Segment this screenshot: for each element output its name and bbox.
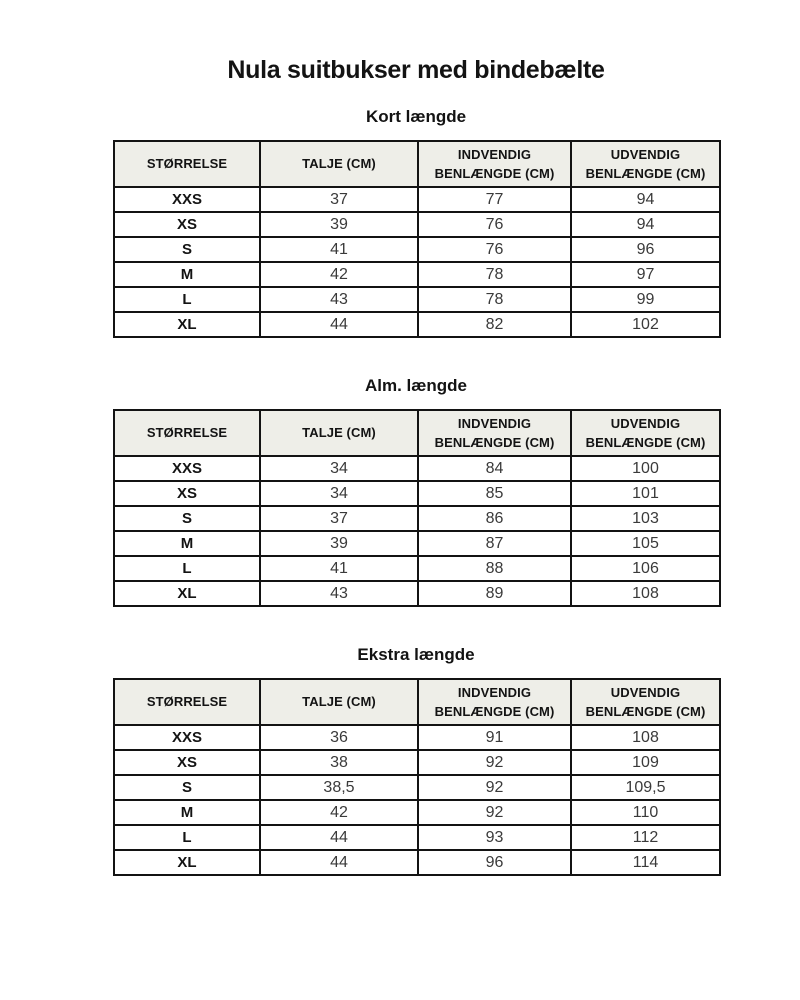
column-header: STØRRELSE [114, 141, 260, 187]
table-row [114, 531, 720, 556]
measurement-value-cell: 103 [571, 506, 720, 531]
measurement-value-cell: 41 [260, 237, 418, 262]
measurement-value-cell: 34 [260, 456, 418, 481]
measurement-value-cell: 102 [571, 312, 720, 337]
measurement-value-cell: 108 [571, 581, 720, 606]
table-heading-kort: Kort længde [365, 107, 467, 126]
size-label-cell: XS [114, 481, 260, 506]
measurement-value-cell: 43 [260, 581, 418, 606]
measurement-value-cell: 44 [260, 312, 418, 337]
table-row [114, 506, 720, 531]
size-label-cell: S [114, 506, 260, 531]
size-table-kort [113, 140, 721, 338]
table-row [114, 262, 720, 287]
size-label-cell: XS [114, 750, 260, 775]
measurement-value-cell: 114 [571, 850, 720, 875]
measurement-value-cell: 87 [418, 531, 571, 556]
measurement-value-cell: 34 [260, 481, 418, 506]
column-header: INDVENDIG BENLÆNGDE (CM) [418, 410, 571, 456]
table-row [114, 237, 720, 262]
column-header: TALJE (CM) [260, 141, 418, 187]
column-header: UDVENDIG BENLÆNGDE (CM) [571, 141, 720, 187]
measurement-value-cell: 37 [260, 187, 418, 212]
table-row [114, 850, 720, 875]
table-row [114, 725, 720, 750]
table-row [114, 775, 720, 800]
table-row [114, 481, 720, 506]
size-label-cell: M [114, 262, 260, 287]
size-label-cell: XL [114, 312, 260, 337]
size-label-cell: XS [114, 212, 260, 237]
measurement-value-cell: 93 [418, 825, 571, 850]
measurement-value-cell: 112 [571, 825, 720, 850]
size-table-alm [113, 409, 721, 607]
column-header: TALJE (CM) [260, 679, 418, 725]
measurement-value-cell: 106 [571, 556, 720, 581]
table-heading-ekstra: Ekstra længde [357, 645, 475, 664]
column-header: UDVENDIG BENLÆNGDE (CM) [571, 679, 720, 725]
measurement-value-cell: 86 [418, 506, 571, 531]
size-label-cell: L [114, 556, 260, 581]
measurement-value-cell: 37 [260, 506, 418, 531]
measurement-value-cell: 105 [571, 531, 720, 556]
table-row [114, 556, 720, 581]
measurement-value-cell: 78 [418, 262, 571, 287]
measurement-value-cell: 43 [260, 287, 418, 312]
column-header: STØRRELSE [114, 679, 260, 725]
measurement-value-cell: 110 [571, 800, 720, 825]
measurement-value-cell: 94 [571, 187, 720, 212]
measurement-value-cell: 84 [418, 456, 571, 481]
column-header: UDVENDIG BENLÆNGDE (CM) [571, 410, 720, 456]
measurement-value-cell: 76 [418, 212, 571, 237]
size-label-cell: S [114, 775, 260, 800]
measurement-value-cell: 78 [418, 287, 571, 312]
measurement-value-cell: 41 [260, 556, 418, 581]
column-header: TALJE (CM) [260, 410, 418, 456]
size-label-cell: L [114, 287, 260, 312]
column-header: INDVENDIG BENLÆNGDE (CM) [418, 141, 571, 187]
measurement-value-cell: 77 [418, 187, 571, 212]
measurement-value-cell: 36 [260, 725, 418, 750]
measurement-value-cell: 109 [571, 750, 720, 775]
column-header: STØRRELSE [114, 410, 260, 456]
size-table-section-kort [113, 107, 719, 338]
header-row [114, 141, 720, 187]
size-label-cell: M [114, 531, 260, 556]
table-row [114, 825, 720, 850]
table-row [114, 312, 720, 337]
table-row [114, 456, 720, 481]
size-label-cell: XL [114, 581, 260, 606]
measurement-value-cell: 92 [418, 750, 571, 775]
table-heading-alm: Alm. længde [364, 376, 467, 395]
measurement-value-cell: 96 [571, 237, 720, 262]
size-label-cell: L [114, 825, 260, 850]
measurement-value-cell: 39 [260, 531, 418, 556]
measurement-value-cell: 42 [260, 800, 418, 825]
measurement-value-cell: 94 [571, 212, 720, 237]
size-label-cell: XL [114, 850, 260, 875]
table-row [114, 800, 720, 825]
page-title: Nula suitbukser med bindebælte [227, 56, 605, 84]
table-row [114, 187, 720, 212]
size-table-ekstra [113, 678, 721, 876]
measurement-value-cell: 92 [418, 775, 571, 800]
measurement-value-cell: 89 [418, 581, 571, 606]
table-row [114, 212, 720, 237]
size-guide-content [113, 0, 719, 876]
measurement-value-cell: 96 [418, 850, 571, 875]
size-label-cell: XXS [114, 456, 260, 481]
measurement-value-cell: 76 [418, 237, 571, 262]
table-row [114, 581, 720, 606]
size-table-section-ekstra [113, 645, 719, 876]
measurement-value-cell: 97 [571, 262, 720, 287]
measurement-value-cell: 108 [571, 725, 720, 750]
measurement-value-cell: 91 [418, 725, 571, 750]
table-row [114, 287, 720, 312]
column-header: INDVENDIG BENLÆNGDE (CM) [418, 679, 571, 725]
header-row [114, 410, 720, 456]
measurement-value-cell: 85 [418, 481, 571, 506]
header-row [114, 679, 720, 725]
size-label-cell: XXS [114, 187, 260, 212]
size-label-cell: M [114, 800, 260, 825]
measurement-value-cell: 100 [571, 456, 720, 481]
measurement-value-cell: 101 [571, 481, 720, 506]
measurement-value-cell: 42 [260, 262, 418, 287]
measurement-value-cell: 92 [418, 800, 571, 825]
measurement-value-cell: 44 [260, 850, 418, 875]
measurement-value-cell: 88 [418, 556, 571, 581]
measurement-value-cell: 38 [260, 750, 418, 775]
size-label-cell: XXS [114, 725, 260, 750]
size-label-cell: S [114, 237, 260, 262]
measurement-value-cell: 99 [571, 287, 720, 312]
size-table-section-alm [113, 376, 719, 607]
measurement-value-cell: 39 [260, 212, 418, 237]
measurement-value-cell: 44 [260, 825, 418, 850]
measurement-value-cell: 109,5 [571, 775, 720, 800]
table-row [114, 750, 720, 775]
measurement-value-cell: 82 [418, 312, 571, 337]
measurement-value-cell: 38,5 [260, 775, 418, 800]
